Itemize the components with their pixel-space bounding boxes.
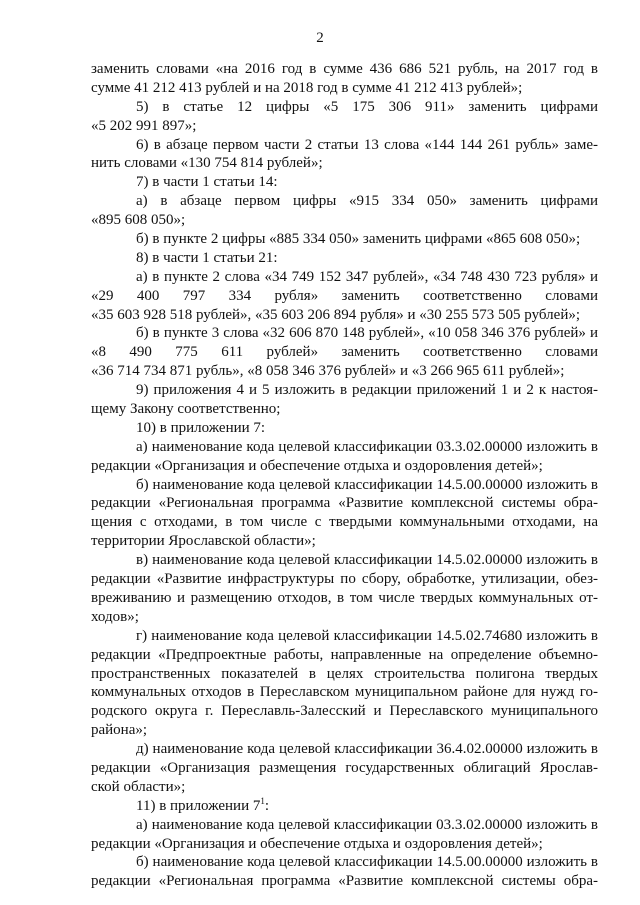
text-line-content: щения с отходами, в том числе с твердыми коммунальными отходами, на	[91, 514, 598, 531]
text-line-content: коммунальных отходов в Переславском муниципальном районе для нужд го-	[91, 684, 598, 701]
text-line	[91, 853, 598, 872]
text-line	[91, 117, 598, 136]
text-line	[91, 192, 598, 211]
text-line-content: в) наименование кода целевой классификации 14.5.02.00000 изложить в	[136, 552, 598, 569]
text-line	[91, 665, 598, 684]
text-line	[91, 362, 598, 381]
text-line	[91, 457, 598, 476]
text-line	[91, 683, 598, 702]
text-line-content: «36 714 734 871 рубль», «8 058 346 376 рублей» и «3 266 965 611 рублей»;	[91, 363, 565, 380]
text-line-content: 9) приложения 4 и 5 изложить в редакции приложений 1 и 2 к настоя-	[136, 382, 598, 399]
text-line	[91, 570, 598, 589]
text-line	[91, 797, 598, 816]
text-line	[91, 835, 598, 854]
text-line-content: б) в пункте 2 цифры «885 334 050» заменить цифрами «865 608 050»;	[136, 231, 581, 248]
text-line-content: заменить словами «на 2016 год в сумме 436 686 521 рубль, на 2017 год в	[91, 61, 598, 77]
text-line	[91, 778, 598, 797]
text-line	[91, 343, 598, 362]
text-line	[91, 740, 598, 759]
text-line-content: ходов»;	[91, 608, 139, 625]
text-line	[91, 324, 598, 343]
text-line-content: 5) в статье 12 цифры «5 175 306 911» заменить цифрами	[136, 98, 598, 115]
text-line-content: редакции «Развитие инфраструктуры по сбору, обработке, утилизации, обез-	[91, 571, 598, 588]
text-line-content: а) наименование кода целевой классификации 03.3.02.00000 изложить в	[136, 816, 598, 833]
text-line-content: а) в пункте 2 слова «34 749 152 347 рублей», «34 748 430 723 рубля» и	[136, 268, 598, 285]
text-line-content: редакции «Организация и обеспечение отдыха и оздоровления детей»;	[91, 835, 543, 852]
text-line-content: 7) в части 1 статьи 14:	[136, 174, 278, 191]
text-line	[91, 249, 598, 268]
text-line	[91, 513, 598, 532]
text-line	[91, 268, 598, 287]
text-line	[91, 627, 598, 646]
superscript: 1	[260, 795, 265, 806]
text-line-content: района»;	[91, 722, 148, 739]
text-line-content: редакции «Предпроектные работы, направленные на определение объемно-	[91, 646, 598, 663]
text-line-content: редакции «Организация размещения государственных облигаций Ярослав-	[91, 759, 598, 776]
text-line-content: г) наименование кода целевой классификации 14.5.02.74680 изложить в	[136, 627, 598, 644]
text-line-content: родского округа г. Переславль-Залесский и Переславского муниципального	[91, 703, 598, 720]
text-line-content: б) в пункте 3 слова «32 606 870 148 рублей», «10 058 346 376 рублей» и	[136, 325, 598, 342]
text-line	[91, 230, 598, 249]
text-line	[91, 173, 598, 192]
text-line-content: «35 603 928 518 рублей», «35 603 206 894 рубля» и «30 255 573 505 рублей»;	[91, 306, 581, 323]
text-line	[91, 872, 598, 891]
text-line-content: 8) в части 1 статьи 21:	[136, 249, 278, 266]
text-line-content: редакции «Региональная программа «Развитие комплексной системы обра-	[91, 873, 598, 890]
text-line	[91, 551, 598, 570]
text-line	[91, 60, 598, 79]
text-line-content: нить словами «130 754 814 рублей»;	[91, 155, 323, 172]
text-line	[91, 419, 598, 438]
text-line	[91, 381, 598, 400]
text-line	[91, 287, 598, 306]
document-body	[91, 60, 598, 891]
text-line	[91, 759, 598, 778]
text-line	[91, 98, 598, 117]
text-line-content: сумме 41 212 413 рублей и на 2018 год в сумме 41 212 413 рублей»;	[91, 79, 523, 96]
text-line	[91, 306, 598, 325]
text-line	[91, 532, 598, 551]
text-line	[91, 154, 598, 173]
text-line	[91, 589, 598, 608]
text-line	[91, 646, 598, 665]
text-line-content: б) наименование кода целевой классификации 14.5.00.00000 изложить в	[136, 854, 598, 871]
text-line	[91, 702, 598, 721]
page-number: 2	[316, 30, 324, 46]
text-line-suffix: :	[264, 797, 270, 814]
text-line-content: 10) в приложении 7:	[136, 419, 266, 436]
text-line-content: пространственных показателей в целях строительства полигона твердых	[91, 665, 598, 682]
text-line-content: щему Закону соответственно;	[91, 401, 281, 418]
text-line-content: а) в абзаце первом цифры «915 334 050» заменить цифрами	[136, 193, 598, 210]
text-line	[91, 476, 598, 495]
text-line	[91, 494, 598, 513]
text-line	[91, 211, 598, 230]
text-line-content: а) наименование кода целевой классификации 03.3.02.00000 изложить в	[136, 438, 598, 455]
text-line-content: 6) в абзаце первом части 2 статьи 13 слова «144 144 261 рубль» заме-	[136, 136, 598, 153]
text-line-content: «5 202 991 897»;	[91, 117, 197, 134]
text-line-content: ской области»;	[91, 778, 186, 795]
text-line-content: «895 608 050»;	[91, 212, 186, 229]
text-line	[91, 608, 598, 627]
text-line-content: территории Ярославской области»;	[91, 533, 316, 550]
text-line-content: «8 490 775 611 рублей» заменить соответственно словами	[91, 344, 598, 361]
text-line-content: вреживанию и размещению отходов, в том числе твердых коммунальных от-	[91, 589, 598, 606]
text-line-content: редакции «Региональная программа «Развитие комплексной системы обра-	[91, 495, 598, 512]
text-line-content: «29 400 797 334 рубля» заменить соответственно словами	[91, 287, 598, 304]
text-line	[91, 136, 598, 155]
text-line	[91, 400, 598, 419]
text-line-content: 11) в приложении 7	[136, 797, 261, 814]
text-line-content: редакции «Организация и обеспечение отдыха и оздоровления детей»;	[91, 457, 543, 474]
text-line	[91, 79, 598, 98]
text-line	[91, 438, 598, 457]
text-line	[91, 816, 598, 835]
text-line-content: д) наименование кода целевой классификации 36.4.02.00000 изложить в	[136, 741, 598, 758]
text-line	[91, 721, 598, 740]
text-line-content: б) наименование кода целевой классификации 14.5.00.00000 изложить в	[136, 476, 598, 493]
